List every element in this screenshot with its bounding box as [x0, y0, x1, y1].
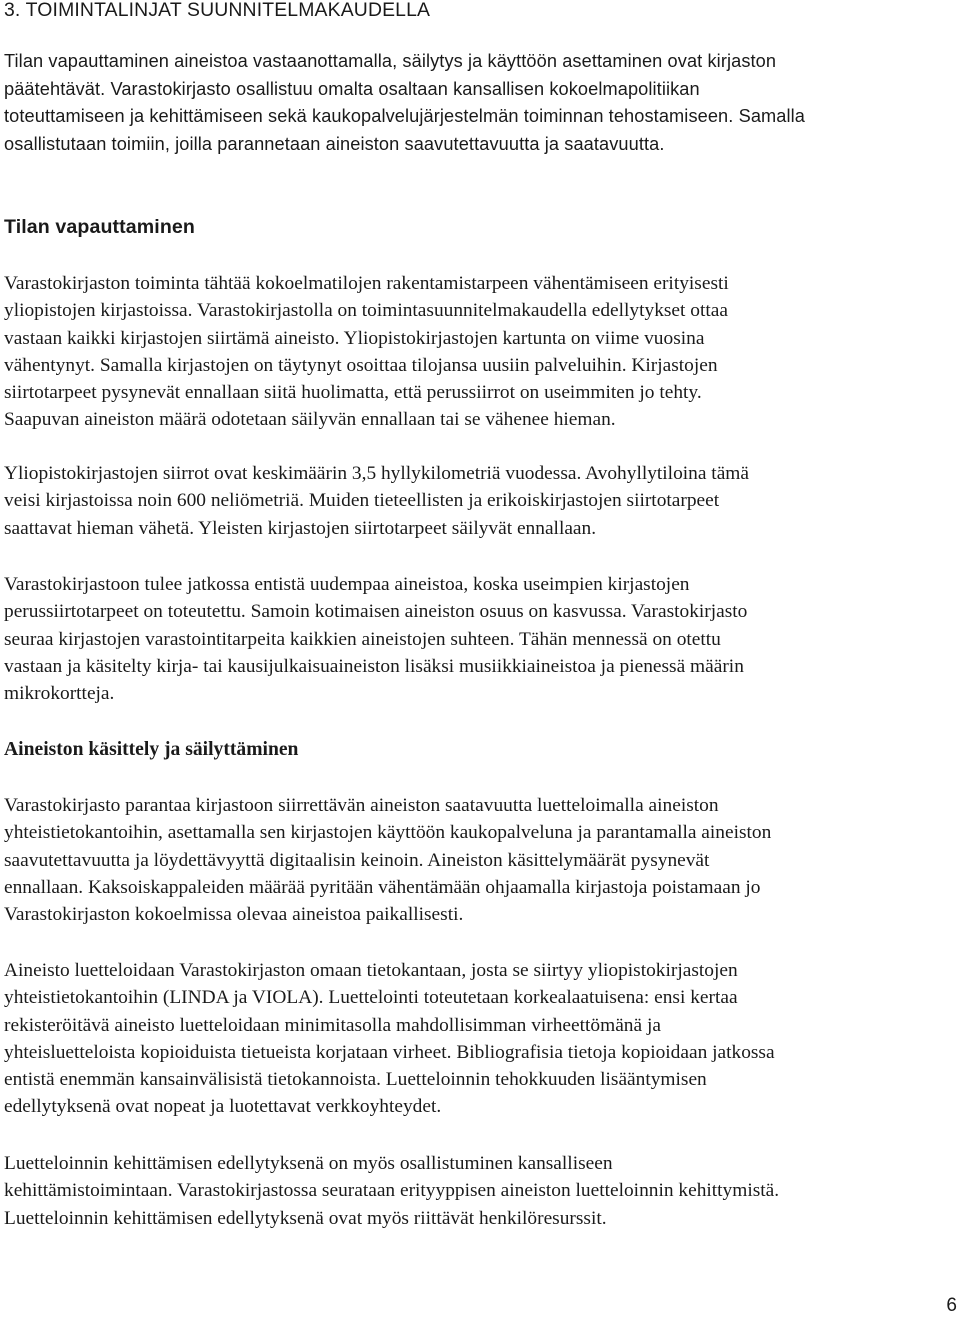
text-line: saavutettavuutta ja löydettävyyttä digitaalisin keinoin. Aineiston käsittelymäärät pysynevät	[4, 849, 710, 871]
text-line: seuraa kirjastojen varastointitarpeita kaikkien aineistojen suhteen. Tähän mennessä on otettu	[4, 628, 721, 650]
paragraph	[4, 792, 771, 928]
text-line: yhteistietokantoihin (LINDA ja VIOLA). Luettelointi toteutetaan korkealaatuisena: ensi kertaa	[4, 987, 738, 1009]
text-line: vastaan kaikki kirjastojen siirtämä aineisto. Yliopistokirjastojen kartunta on viime vuosina	[4, 327, 705, 349]
text-line: yhteisluetteloista kopioiduista tietueista korjataan virheet. Bibliografisia tietoja kopioidaan jatkossa	[4, 1041, 775, 1063]
text-line: saattavat hieman vähetä. Yleisten kirjastojen siirtotarpeet säilyvät ennallaan.	[4, 517, 597, 539]
text-line: vähentynyt. Samalla kirjastojen on täytynyt osoittaa tilojansa uusiin palveluihin. Kirjastojen	[4, 354, 718, 376]
text-line: Varastokirjasto parantaa kirjastoon siirrettävän aineiston saatavuutta luetteloimalla aineiston	[4, 795, 719, 816]
text-line: ennallaan. Kaksoiskappaleiden määrää pyritään vähentämään ohjaamalla kirjastoja poistamaan jo	[4, 876, 761, 898]
text-line: Aineisto luetteloidaan Varastokirjaston omaan tietokantaan, josta se siirtyy yliopistokirjastojen	[4, 960, 738, 981]
chapter-heading-text: 3. TOIMINTALINJAT SUUNNITELMAKAUDELLA	[4, 0, 431, 21]
intro-paragraph	[4, 48, 805, 158]
page-number: 6	[946, 1295, 957, 1316]
chapter-heading	[4, 0, 430, 24]
text-line: mikrokortteja.	[4, 683, 115, 705]
paragraph	[4, 957, 775, 1121]
text-line: toteuttamiseen ja kehittämiseen sekä kaukopalvelujärjestelmän toiminnan tehostamiseen. Samalla	[4, 106, 805, 126]
text-line: Yliopistokirjastojen siirrot ovat keskimäärin 3,5 hyllykilometriä vuodessa. Avohyllytiloina tämä	[4, 463, 749, 484]
text-line: Luetteloinnin kehittämisen edellytyksenä ovat myös riittävät henkilöresurssit.	[4, 1207, 607, 1229]
text-line: yliopistojen kirjastoissa. Varastokirjastolla on toimintasuunnitelmakaudella edellytykset ottaa	[4, 300, 728, 322]
text-line: osallistutaan toimiin, joilla parannetaan aineiston saavutettavuutta ja saatavuutta.	[4, 133, 665, 154]
text-line: Tilan vapauttaminen aineistoa vastaanottamalla, säilytys ja käyttöön asettaminen ovat kirjaston	[4, 51, 777, 71]
section-heading-aineiston-kasittely	[4, 736, 298, 763]
text-line: siirtotarpeet pysynevät ennallaan siitä huolimatta, että perussiirrot on useimmiten jo tehty.	[4, 382, 702, 404]
text-line: veisi kirjastoissa noin 600 neliömetriä. Muiden tieteellisten ja erikoiskirjastojen siirtotarpeet	[4, 490, 720, 512]
text-line: rekisteröitävä aineisto luetteloidaan minimitasolla mahdollisimman virheettömänä ja	[4, 1014, 661, 1036]
text-line: Varastokirjaston toiminta tähtää kokoelmatilojen rakentamistarpeen vähentämiseen erityisesti	[4, 273, 729, 294]
text-line: entistä enemmän kansainvälisistä tietokannoista. Luetteloinnin tehokkuuden lisääntymisen	[4, 1069, 707, 1091]
text-line: Varastokirjaston kokoelmissa olevaa aineistoa paikallisesti.	[4, 904, 464, 926]
paragraph	[4, 1150, 779, 1232]
text-line: Luetteloinnin kehittämisen edellytyksenä on myös osallistuminen kansalliseen	[4, 1153, 613, 1174]
text-line: kehittämistoimintaan. Varastokirjastossa seurataan erityyppisen aineiston luetteloinnin kehittymistä.	[4, 1180, 780, 1202]
paragraph	[4, 270, 729, 434]
text-line: perussiirtotarpeet on toteutettu. Samoin kotimaisen aineiston osuus on kasvussa. Varastokirjasto	[4, 601, 748, 623]
text-line: edellytyksenä ovat nopeat ja luotettavat verkkoyhteydet.	[4, 1096, 442, 1118]
section-heading-text: Aineiston käsittely ja säilyttäminen	[4, 739, 299, 760]
section-heading-text: Tilan vapauttaminen	[4, 216, 195, 238]
text-line: vastaan ja käsitelty kirja- tai kausijulkaisuaineiston lisäksi musiikkiaineistoa ja pienessä määrin	[4, 655, 744, 677]
text-line: Saapuvan aineiston määrä odotetaan säilyvän ennallaan tai se vähenee hieman.	[4, 409, 616, 431]
text-line: päätehtävät. Varastokirjasto osallistuu omalta osaltaan kansallisen kokoelmapolitiikan	[4, 78, 700, 99]
paragraph	[4, 571, 747, 707]
text-line: Varastokirjastoon tulee jatkossa entistä uudempaa aineistoa, koska useimpien kirjastojen	[4, 574, 690, 595]
text-line: yhteistietokantoihin, asettamalla sen kirjastojen käyttöön kaukopalveluna ja parantamalla aineiston	[4, 822, 772, 844]
paragraph	[4, 460, 749, 542]
section-heading-tilan-vapauttaminen	[4, 214, 195, 241]
